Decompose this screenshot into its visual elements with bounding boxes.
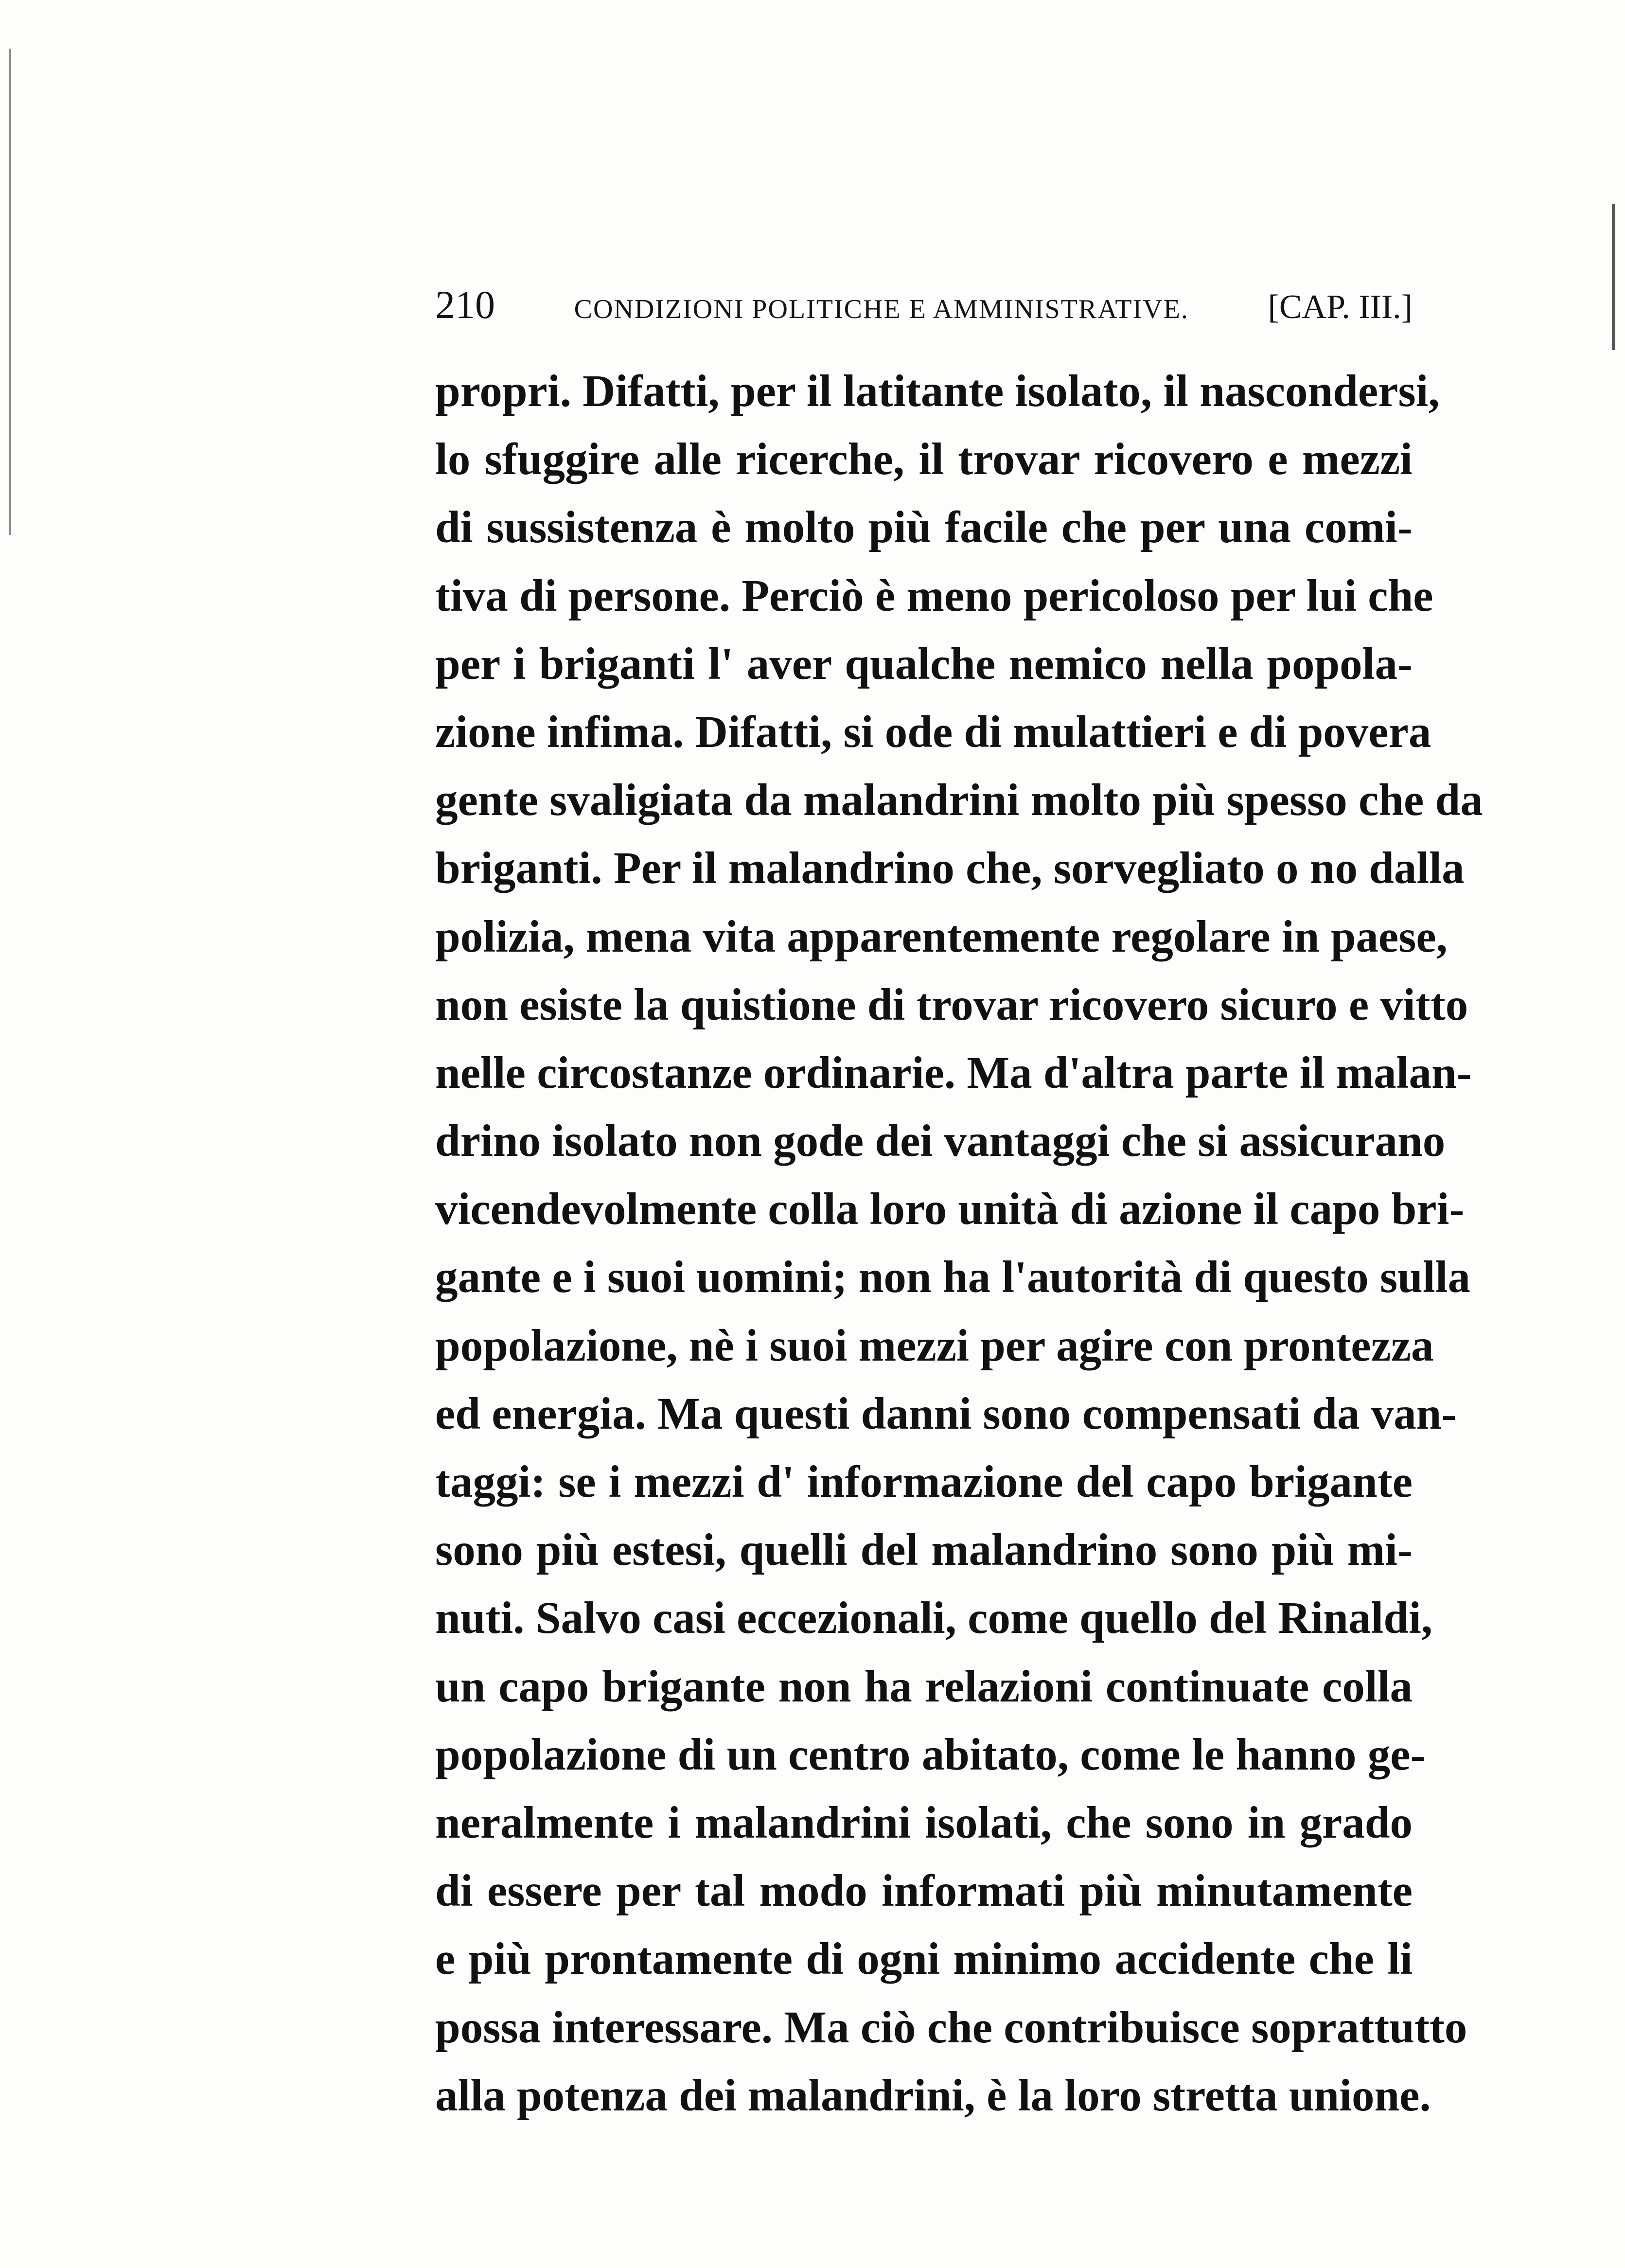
text-line: gante e i suoi uomini; non ha l'autorità di questo sulla <box>435 1252 1471 1303</box>
text-line: drino isolato non gode dei vantaggi che si assicurano <box>435 1116 1446 1167</box>
text-line: di sussistenza è molto più facile che per una comi- <box>435 502 1413 553</box>
text-line: ed energia. Ma questi danni sono compensati da van- <box>435 1388 1457 1439</box>
text-line: un capo brigante non ha relazioni continuate colla <box>435 1661 1413 1712</box>
text-line: gente svaligiata da malandrini molto più spesso che da <box>435 775 1483 826</box>
text-line: nuti. Salvo casi eccezionali, come quello del Rinaldi, <box>435 1593 1433 1644</box>
text-line: neralmente i malandrini isolati, che sono in grado <box>435 1797 1413 1848</box>
text-line: propri. Difatti, per il latitante isolato, il nascondersi, <box>435 366 1440 416</box>
page-number: 210 <box>435 283 495 327</box>
running-header <box>435 282 1413 340</box>
text-line: taggi: se i mezzi d' informazione del capo brigante <box>435 1457 1413 1507</box>
text-line: e più prontamente di ogni minimo accidente che li <box>435 1934 1413 1984</box>
text-line: lo sfuggire alle ricerche, il trovar ricovero e mezzi <box>435 434 1413 485</box>
body-text <box>435 357 1483 2130</box>
text-line: briganti. Per il malandrino che, sorvegliato o no dalla <box>435 843 1465 894</box>
text-line: non esiste la quistione di trovar ricovero sicuro e vitto <box>435 979 1468 1030</box>
text-line: alla potenza dei malandrini, è la loro stretta unione. <box>435 2070 1431 2121</box>
text-line: polizia, mena vita apparentemente regolare in paese, <box>435 911 1448 962</box>
text-line: nelle circostanze ordinarie. Ma d'altra parte il malan- <box>435 1047 1472 1098</box>
text-line: vicendevolmente colla loro unità di azione il capo bri- <box>435 1184 1465 1235</box>
chapter-reference: [CAP. III.] <box>1268 288 1413 326</box>
text-line: possa interessare. Ma ciò che contribuisce soprattutto <box>435 2002 1467 2053</box>
text-line: sono più estesi, quelli del malandrino sono più mi- <box>435 1525 1413 1576</box>
text-line: zione infima. Difatti, si ode di mulattieri e di povera <box>435 707 1431 757</box>
scan-gutter-shadow-left <box>9 49 11 535</box>
text-line: tiva di persone. Perciò è meno pericoloso per lui che <box>435 570 1433 621</box>
running-title: CONDIZIONI POLITICHE E AMMINISTRATIVE. <box>574 294 1189 324</box>
text-line: popolazione, nè i suoi mezzi per agire con prontezza <box>435 1320 1434 1371</box>
scan-gutter-shadow-right <box>1612 204 1615 350</box>
text-line: per i briganti l' aver qualche nemico nella popola- <box>435 638 1413 689</box>
text-line: di essere per tal modo informati più minutamente <box>435 1866 1413 1916</box>
text-line: popolazione di un centro abitato, come le hanno ge- <box>435 1729 1426 1780</box>
